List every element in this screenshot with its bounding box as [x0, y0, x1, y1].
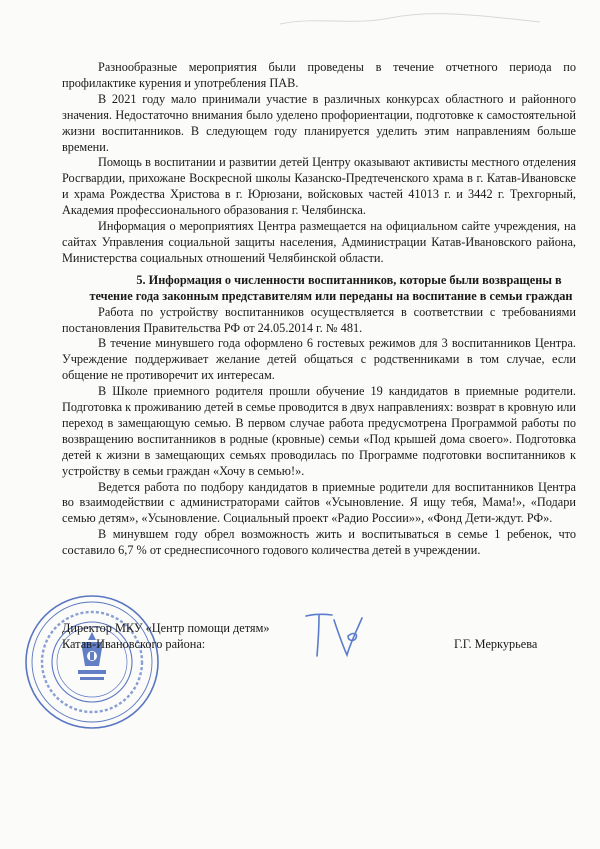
signatory-name: Г.Г. Меркурьева [454, 637, 538, 651]
paragraph: Информация о мероприятиях Центра размещается на официальном сайте учреждения, на сайтах Управления социальной защиты населения, Администрации Катав-Ивановского района, Министерства социальных отношений Челябинской области. [62, 219, 576, 265]
paragraph: Помощь в воспитании и развитии детей Центру оказывают активисты местного отделения Росгвардии, прихожане Воскресной школы Казанско-Предтеченского храма в г. Катав-Ивановске и храма Рождества Христова в г. Юрюзани, войсковых частей 41013 г. и 3442 г. Трехгорный, Академия профессионального образования г. Челябинска. [62, 155, 576, 218]
paragraph: В 2021 году мало принимали участие в различных конкурсах областного и районного значения. Недостаточно внимания было уделено профориентации, подготовке к самостоятельной жизни воспитанников. В следующем году планируется уделить этим направлениям больше времени. [62, 91, 576, 154]
district-name: Катав-Ивановского района: [62, 637, 206, 651]
paragraph: В Школе приемного родителя прошли обучение 19 кандидатов в приемные родители. Подготовка к проживанию детей в семье проводится в двух направлениях: возврат в кровную или переход в замещающую семью. В первом случае работа предусмотрена Программой работы по возвращению воспитанников в родные (кровные) семьи «Под крышей дома своего». Подготовка детей к жизни в замещающих семьях проводилась по Программе подготовки воспитанников к устройству в семьи граждан «Хочу в семью!». [62, 384, 576, 478]
scan-bleedthrough-mark [260, 6, 560, 32]
section-number: 5. [136, 272, 146, 287]
paragraph: В минувшем году обрел возможность жить и воспитываться в семье 1 ребенок, что составило 6,7 % от среднесписочного годового количества детей в учреждении. [62, 527, 576, 558]
paragraph: В течение минувшего года оформлено 6 гостевых режимов для 3 воспитанников Центра. Учреждение поддерживает желание детей общаться с родственниками в том случае, если общение не противоречит их интересам. [62, 336, 576, 383]
paragraph: Ведется работа по подбору кандидатов в приемные родители для воспитанников Центра во взаимодействии с администраторами сайтов «Усыновление. Я ищу тебя, Мама!», «Подари семью детям», «Усыновление. Социальный проект «Радио России»», «Фонд Дети-ждут. РФ». [62, 479, 576, 526]
signature-block [62, 611, 582, 671]
paragraph: Работа по устройству воспитанников осуществляется в соответствии с требованиями постановления Правительства РФ от 24.05.2014 г. № 481. [62, 304, 576, 335]
document-body [62, 60, 576, 559]
director-title: Директор МКУ «Центр помощи детям» [62, 621, 270, 635]
paragraph: Разнообразные мероприятия были проведены в течение отчетного периода по профилактике курения и употребления ПАВ. [62, 60, 576, 90]
section-heading [62, 273, 576, 305]
section-title: Информация о численности воспитанников, которые были возвращены в течение года законным представителям или переданы на воспитание в семьи граждан [89, 272, 573, 303]
